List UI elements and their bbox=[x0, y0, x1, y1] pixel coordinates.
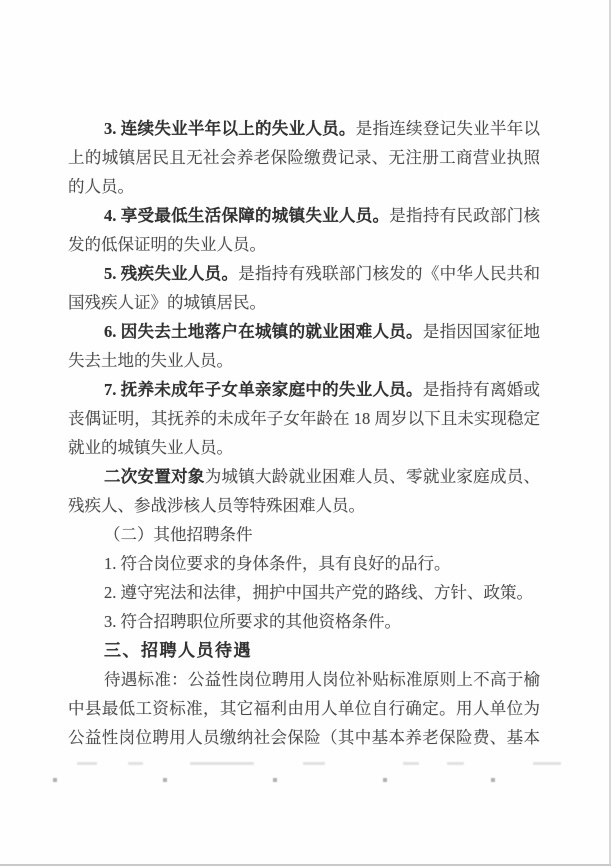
text-segment: 是指持有离婚或 bbox=[422, 380, 540, 399]
bold-text-segment: 二次安置对象 bbox=[104, 467, 205, 486]
ghost-text-artifact bbox=[128, 762, 143, 765]
text-segment: 1. 符合岗位要求的身体条件，具有良好的品行。 bbox=[104, 554, 451, 573]
text-segment: 中县最低工资标准，其它福利由用人单位自行确定。用人单位为 bbox=[68, 699, 540, 718]
bold-text-segment: 4. 享受最低生活保障的城镇失业人员。 bbox=[104, 206, 390, 225]
scan-speck-artifact bbox=[491, 778, 495, 782]
text-line bbox=[68, 172, 540, 201]
text-line bbox=[68, 404, 540, 433]
bold-text-segment: 7. 抚养未成年子女单亲家庭中的失业人员。 bbox=[104, 380, 423, 399]
text-segment: 发的低保证明的失业人员。 bbox=[68, 235, 266, 254]
ghost-text-artifact bbox=[533, 762, 561, 765]
text-segment: （二）其他招聘条件 bbox=[104, 525, 253, 544]
text-line bbox=[68, 201, 540, 230]
text-line bbox=[68, 665, 540, 694]
text-segment: 就业的城镇失业人员。 bbox=[68, 438, 233, 457]
text-line bbox=[68, 491, 540, 520]
document-text-block bbox=[68, 114, 540, 752]
text-line bbox=[68, 288, 540, 317]
bold-text-segment: 6. 因失去土地落户在城镇的就业困难人员。 bbox=[104, 322, 423, 341]
ghost-text-artifact bbox=[77, 762, 97, 765]
ghost-text-artifact bbox=[403, 762, 419, 765]
text-segment: 2. 遵守宪法和法律，拥护中国共产党的路线、方针、政策。 bbox=[104, 583, 533, 602]
text-line bbox=[68, 578, 540, 607]
text-line bbox=[68, 317, 540, 346]
text-segment: 残疾人、参战涉核人员等特殊困难人员。 bbox=[68, 496, 365, 515]
text-segment: 是指持有民政部门核 bbox=[389, 206, 540, 225]
text-line bbox=[68, 433, 540, 462]
text-segment: 是指连续登记失业半年以 bbox=[355, 119, 540, 138]
text-line bbox=[68, 723, 540, 752]
bold-text-segment: 5. 残疾失业人员。 bbox=[104, 264, 239, 283]
bold-text-segment: 3. 连续失业半年以上的失业人员。 bbox=[104, 119, 356, 138]
scan-speck-artifact bbox=[53, 778, 57, 782]
text-line bbox=[68, 607, 540, 636]
text-segment: 3. 符合招聘职位所要求的其他资格条件。 bbox=[104, 612, 401, 631]
text-line bbox=[68, 375, 540, 404]
text-line bbox=[68, 114, 540, 143]
text-line bbox=[68, 346, 540, 375]
text-segment: 的人员。 bbox=[68, 177, 134, 196]
text-segment: 为城镇大龄就业困难人员、零就业家庭成员、 bbox=[204, 467, 540, 486]
text-segment: 上的城镇居民且无社会养老保险缴费记录、无注册工商营业执照 bbox=[68, 148, 540, 167]
text-segment: 公益性岗位聘用人员缴纳社会保险（其中基本养老保险费、基本 bbox=[68, 728, 540, 747]
text-segment: 是指因国家征地 bbox=[422, 322, 540, 341]
text-line bbox=[68, 549, 540, 578]
text-line bbox=[68, 636, 540, 665]
text-line bbox=[68, 694, 540, 723]
text-segment: 失去土地的失业人员。 bbox=[68, 351, 233, 370]
text-segment: 国残疾人证》的城镇居民。 bbox=[68, 293, 266, 312]
text-line bbox=[68, 259, 540, 288]
text-line bbox=[68, 230, 540, 259]
text-segment: 丧偶证明，其抚养的未成年子女年龄在 18 周岁以下且未实现稳定 bbox=[68, 409, 540, 428]
ghost-text-artifact bbox=[303, 762, 325, 765]
scan-speck-artifact bbox=[273, 778, 277, 782]
scan-speck-artifact bbox=[163, 778, 167, 782]
text-segment: 是指持有残联部门核发的《中华人民共和 bbox=[238, 264, 540, 283]
ghost-text-artifact bbox=[447, 762, 464, 765]
bold-text-segment: 三、招聘人员待遇 bbox=[104, 641, 252, 660]
text-line bbox=[68, 462, 540, 491]
text-line bbox=[68, 143, 540, 172]
ghost-text-artifact bbox=[190, 762, 254, 765]
scan-speck-artifact bbox=[383, 778, 387, 782]
text-line bbox=[68, 520, 540, 549]
text-segment: 待遇标准：公益性岗位聘用人岗位补贴标准原则上不高于榆 bbox=[104, 670, 540, 689]
